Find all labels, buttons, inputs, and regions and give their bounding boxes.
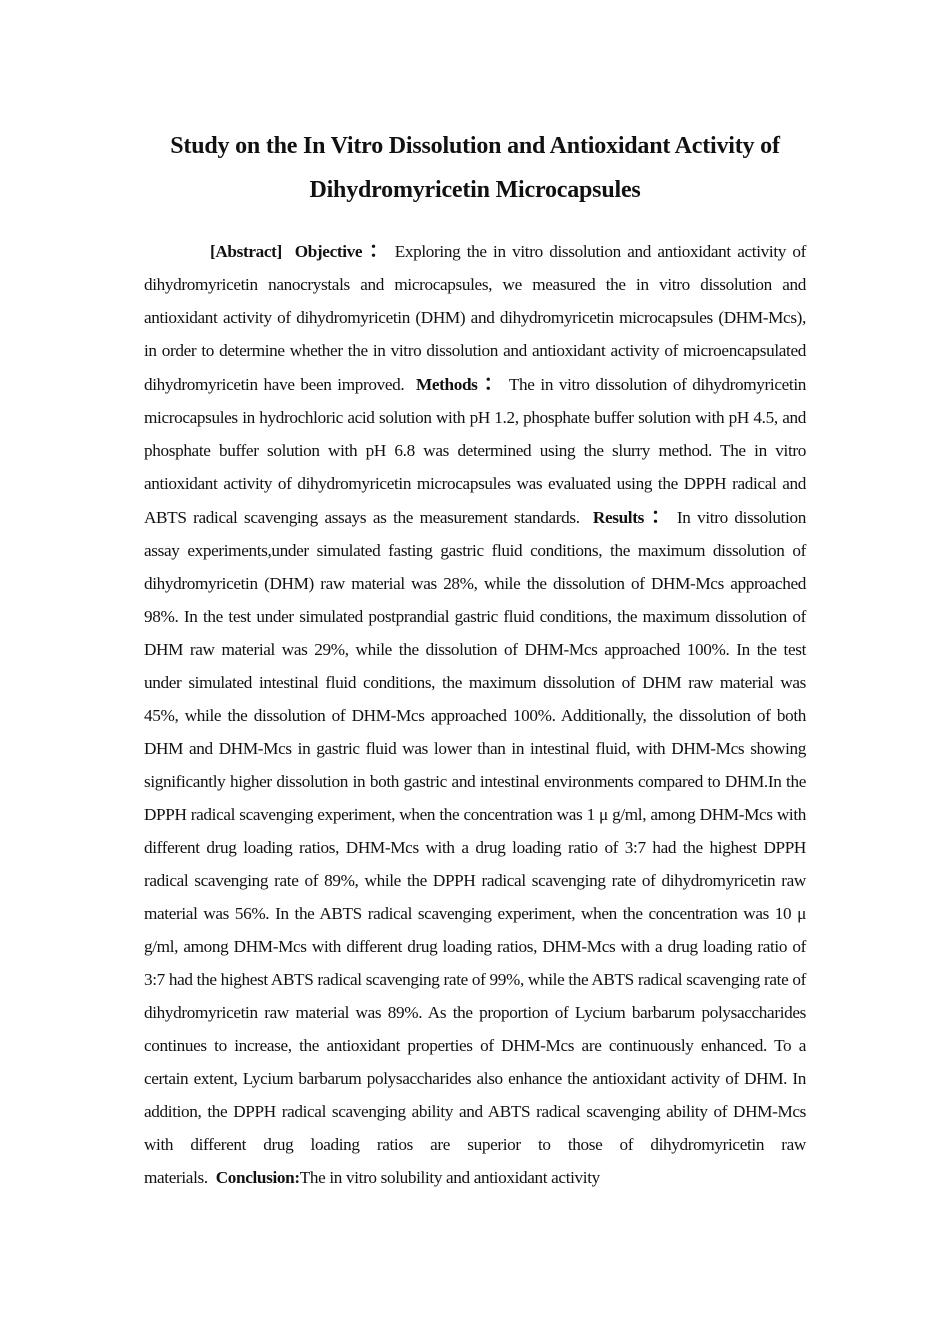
methods-label: Methods [415, 375, 478, 395]
conclusion-text: The in vitro solubility and antioxidant activity [299, 1168, 600, 1188]
results-colon: ： [647, 504, 674, 529]
objective-text: Exploring the in vitro dissolution and antioxidant activity of dihydromyricetin nanocrystals and microcapsules, we measured the in vitro dissolution and antioxidant activity of dihydromyricetin (DHM) and dihydromyricetin microcapsules (DHM-Mcs), in order to determine whether the in vitro dissolution and antioxidant activity of microencapsulated dihydromyricetin have been improved. [144, 242, 806, 395]
methods-text: The in vitro dissolution of dihydromyricetin microcapsules in hydrochloric acid solution with pH 1.2, phosphate buffer solution with pH 4.5, and phosphate buffer solution with pH 6.8 was determined using the slurry method. The in vitro antioxidant activity of dihydromyricetin microcapsules was evaluated using the DPPH radical and ABTS radical scavenging assays as the measurement standards. [144, 375, 807, 528]
conclusion-label: Conclusion: [215, 1168, 300, 1188]
paper-title-line-2: Dihydromyricetin Microcapsules [309, 177, 641, 204]
results-label: Results [592, 508, 644, 528]
objective-colon: ： [366, 238, 392, 263]
objective-label: Objective [294, 242, 363, 262]
methods-colon: ： [481, 371, 506, 396]
paper-title-line-1: Study on the In Vitro Dissolution and Antioxidant Activity of [170, 133, 780, 160]
paper-title [120, 124, 830, 212]
results-text: In vitro dissolution assay experiments,under simulated fasting gastric fluid conditions, the maximum dissolution of dihydromyricetin (DHM) raw material was 28%, while the dissolution of DHM-Mcs approached 98%. In the test under simulated postprandial gastric fluid conditions, the maximum dissolution of DHM raw material was 29%, while the dissolution of DHM-Mcs approached 100%. In the test under simulated intestinal fluid conditions, the maximum dissolution of DHM raw material was 45%, while the dissolution of DHM-Mcs approached 100%. Additionally, the dissolution of both DHM and DHM-Mcs in gastric fluid was lower than in intestinal fluid, with DHM-Mcs showing significantly higher dissolution in both gastric and intestinal environments compared to DHM.In the DPPH radical scavenging experiment, when the concentration was 1 μ g/ml, among DHM-Mcs with different drug loading ratios, DHM-Mcs with a drug loading ratio of 3:7 had the highest DPPH radical scavenging rate of 89%, while the DPPH radical scavenging rate of dihydromyricetin raw material was 56%. In the ABTS radical scavenging experiment, when the concentration was 10 μ g/ml, among DHM-Mcs with different drug loading ratios, DHM-Mcs with a drug loading ratio of 3:7 had the highest ABTS radical scavenging rate of 99%, while the ABTS radical scavenging rate of dihydromyricetin raw material was 89%. As the proportion of Lycium barbarum polysaccharides continues to increase, the antioxidant properties of DHM-Mcs are continuously enhanced. To a certain extent, Lycium barbarum polysaccharides also enhance the antioxidant activity of DHM. In addition, the DPPH radical scavenging ability and ABTS radical scavenging ability of DHM-Mcs with different drug loading ratios are superior to those of dihydromyricetin raw materials. [144, 508, 807, 1188]
abstract-tag: [Abstract] [210, 242, 282, 262]
abstract-paragraph [144, 234, 806, 1194]
